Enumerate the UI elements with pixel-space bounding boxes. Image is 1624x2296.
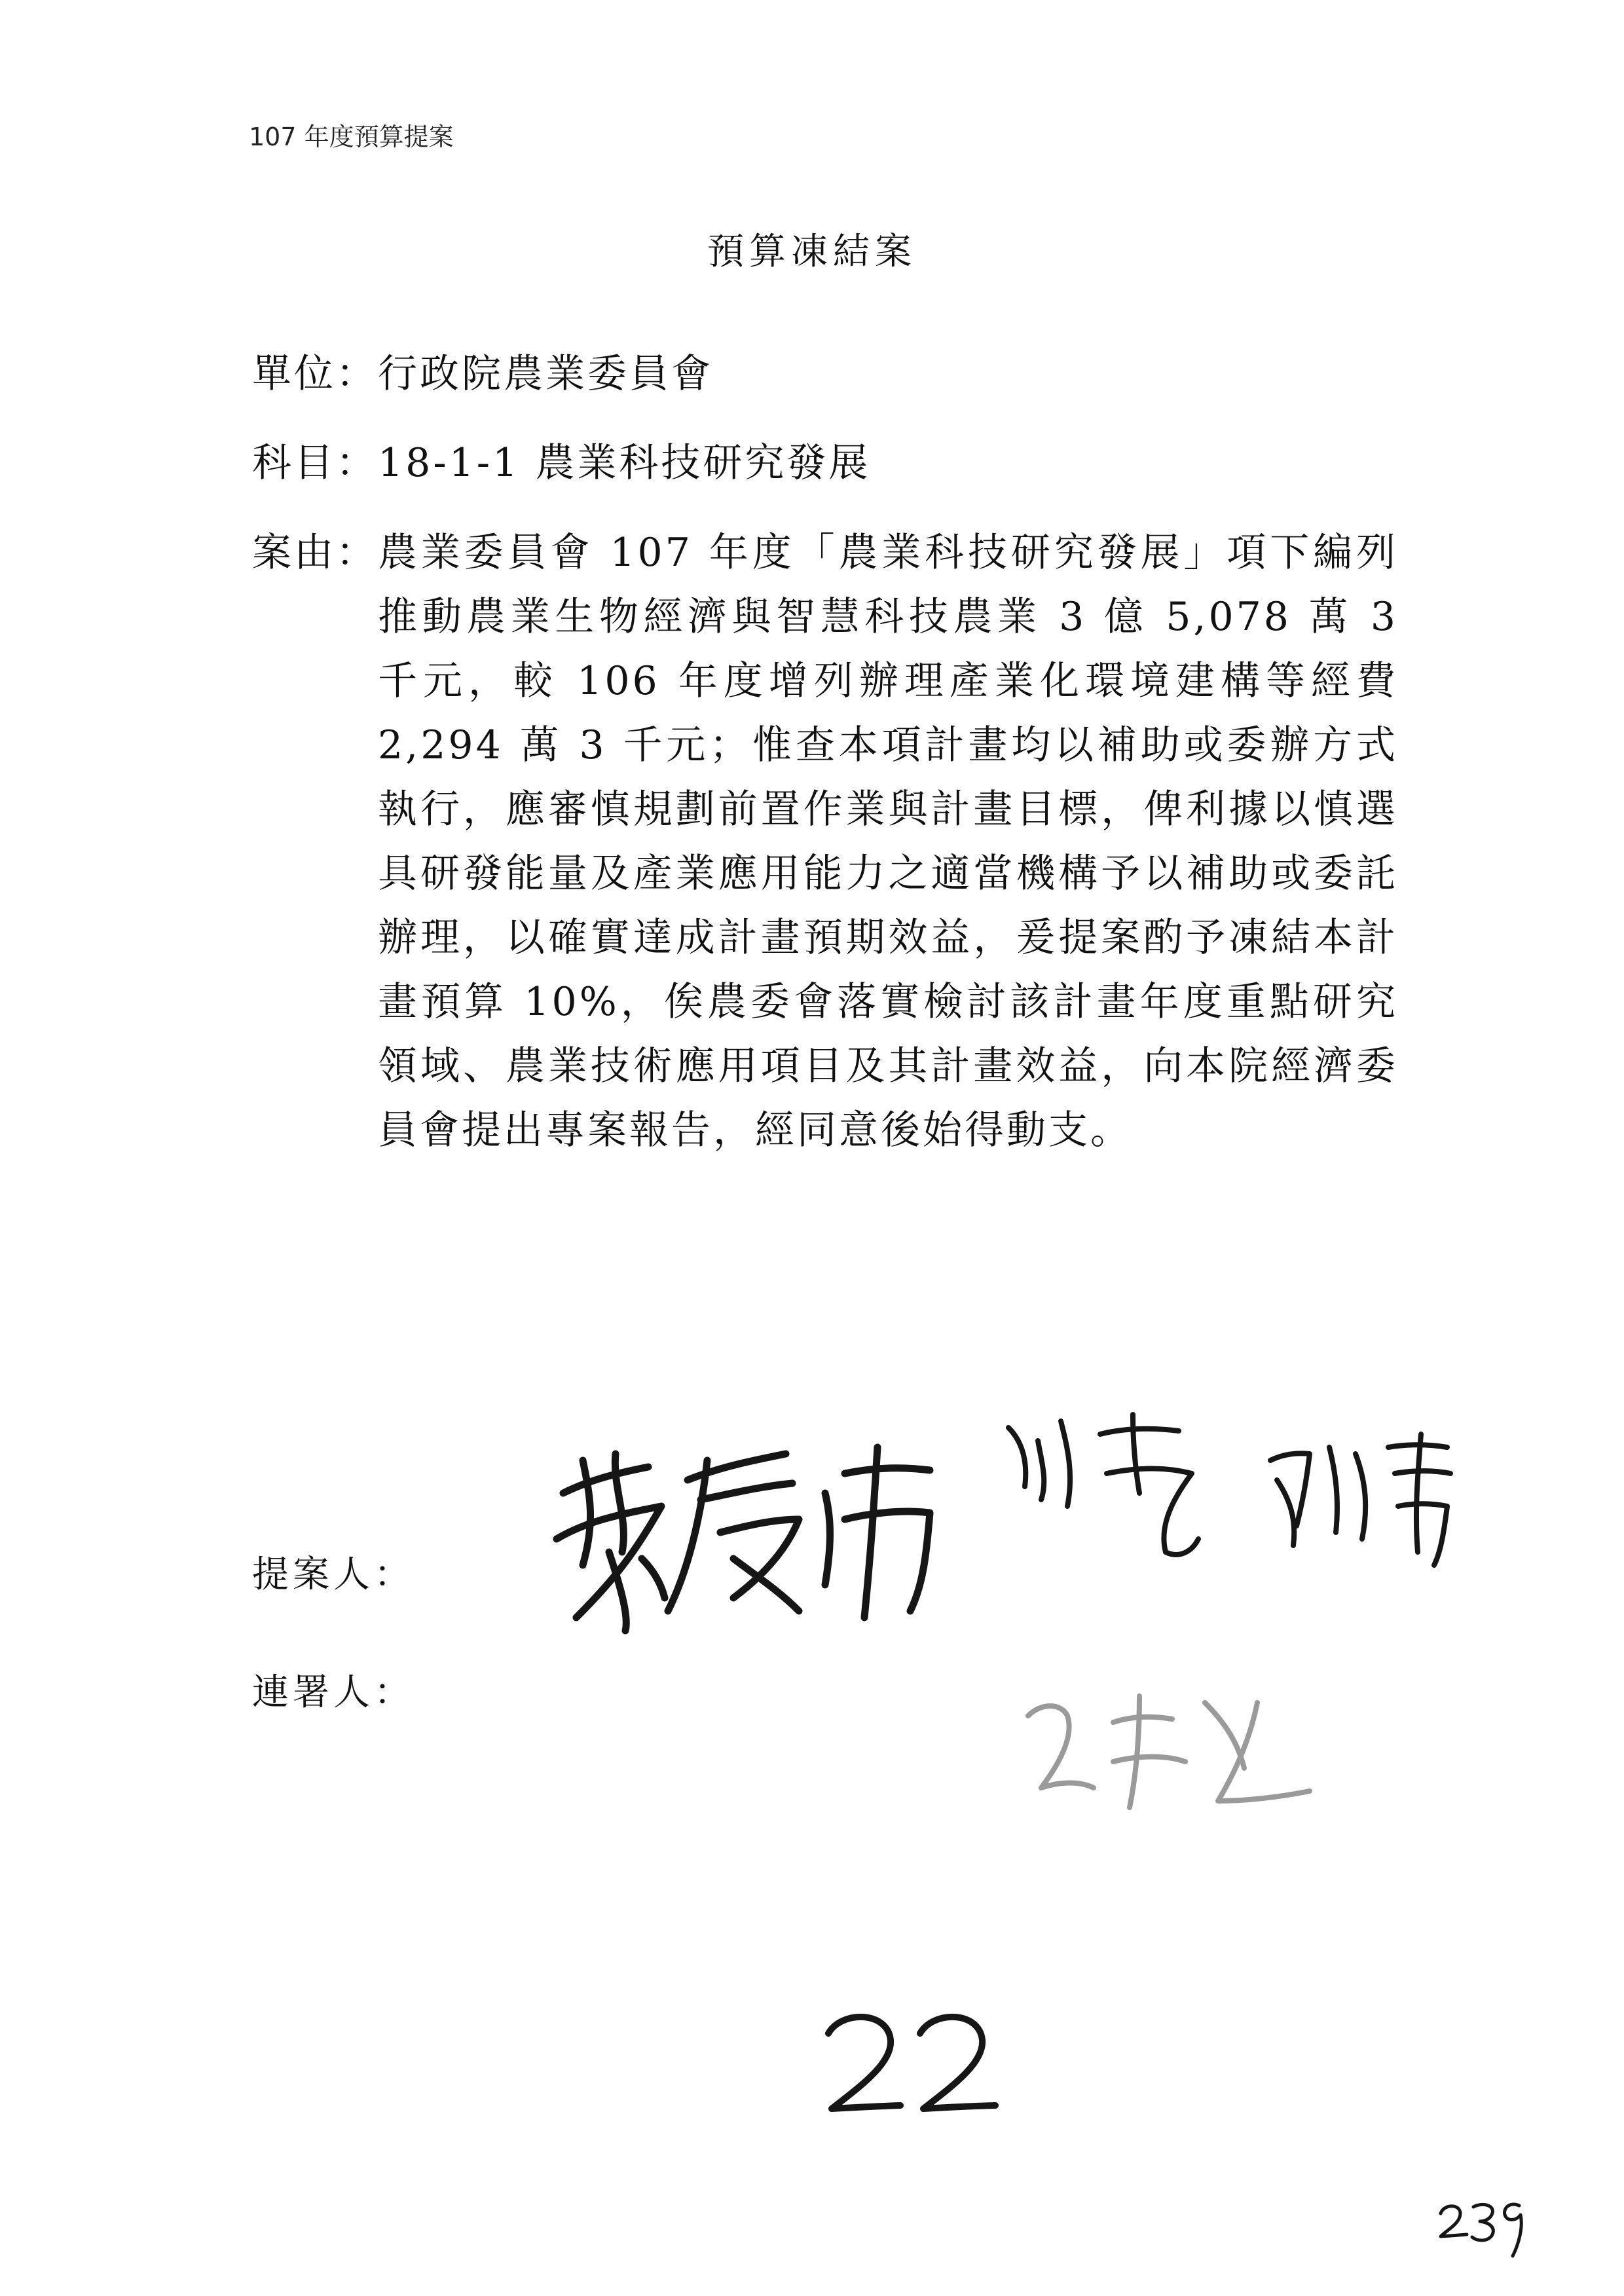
reason-label: 案由： (252, 530, 378, 576)
signature-2 (1002, 1401, 1244, 1572)
header-note: 107 年度預算提案 (249, 122, 454, 151)
unit-field (252, 342, 1398, 406)
unit-label: 單位： (252, 351, 378, 397)
document-title: 預算凍結案 (707, 231, 917, 273)
proposer-label: 提案人： (252, 1553, 415, 1596)
cosigner-signature (1022, 1676, 1329, 1827)
subject-value: 18-1-1 農業科技研究發展 (378, 440, 871, 486)
handwritten-number (815, 2004, 1005, 2122)
reason-field (252, 521, 1398, 1162)
subject-field (252, 431, 1398, 495)
subject-label: 科目： (252, 440, 378, 486)
unit-value: 行政院農業委員會 (378, 351, 713, 397)
handwritten-page-number (1434, 2187, 1539, 2259)
signature-3 (1257, 1421, 1467, 1572)
proposer-signature (537, 1421, 956, 1644)
cosigner-label: 連署人： (252, 1671, 415, 1714)
reason-value: 農業委員會 107 年度「農業科技研究發展」項下編列推動農業生物經濟與智慧科技農業 3 億 5,078 萬 3 千元，較 106 年度增列辦理產業化環境建構等經費 2,294 萬 3 千元；惟查本項計畫均以補助或委辦方式執行，應審慎規劃前置作業與計畫目標，俾利據以慎選具研發能量及產業應用能力之適當機構予以補助或委託辦理，以確實達成計畫預期效益，爰提案酌予凍結本計畫預算 10%，俟農委會落實檢討該計畫年度重點研究領域、農業技術應用項目及其計畫效益，向本院經濟委員會提出專案報告，經同意後始得動支。 (378, 530, 1398, 1153)
